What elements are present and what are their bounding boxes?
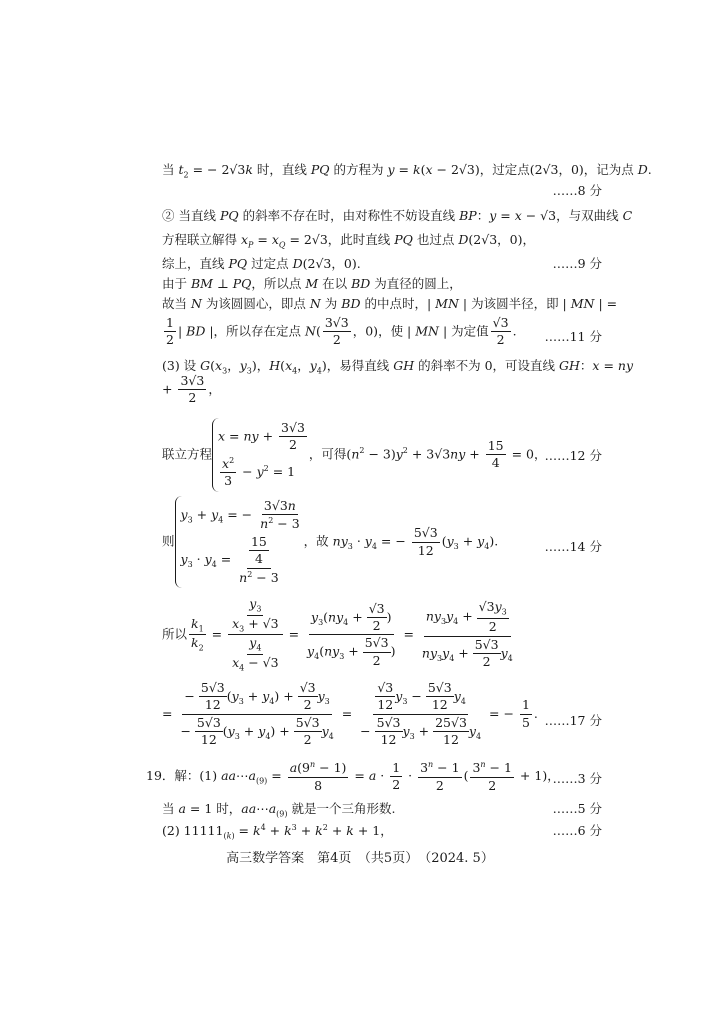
score-8: ……8 分 [552, 183, 602, 198]
score-12: ……12 分 [544, 448, 602, 463]
line-3: ② 当直线 PQ 的斜率不存在时，由对称性不妨设直线 BP：y = x − √3，与双曲线 C [162, 208, 633, 223]
line-7: 故当 N 为该圆圆心，即点 N 为 BD 的中点时，| MN | 为该圆半径，即 | MN | = [162, 296, 618, 311]
line-5: 综上，直线 PQ 过定点 D(2√3，0). [162, 256, 361, 271]
score-5: ……5 分 [552, 801, 602, 816]
line-15-problem-19: 19．解：(1) $aa\cdots a_{(9)}$ = $\frac{a(9^n - 1)}{8}$ = a · $\frac{1}{2}$ · $\frac{3^n - 1}{2}$ ( $\frac{3^n - 1}{2}$ + 1)， [146, 759, 560, 793]
line-1: 当 $t_2$ = − 2√3k 时，直线 PQ 的方程为 y = k(x − 2√3)，过定点(2√3，0)，记为点 D. [162, 162, 652, 180]
line-13-ratio: 所以 $\frac{k_1}{k_2}$ = $\frac{\frac{y_3}{x_3 + √3}}{\frac{y_4}{x_4 - √3}}$ = $y_3(ny_4$ + $\frac{√3}{2}$ ) $y_4(ny_3$ + $\frac{5√3}{2}$ ) = $ny_3y_4$ + $\frac{√3y_3}{2}$ $ny_3y_4$ + $\frac{5√3}{2}$ $y_4$ [162, 596, 513, 673]
line-8: $\frac{1}{2}$ | BD |，所以存在定点 N( $\frac{3√3}{2}$ ，0)，使 | MN | 为定值 $\frac{√3}{2}$ . [166, 315, 517, 348]
ratio-lead: 所以 [162, 626, 188, 642]
score-11: ……11 分 [544, 329, 602, 344]
system-lead-2: 则 [162, 533, 175, 549]
line-16: 当 a = 1 时，$aa\cdots a_{(9)}$ 就是一个三角形数. [162, 801, 396, 819]
system-lead-1: 联立方程 [162, 446, 213, 462]
page-footer: 高三数学答案 第4页 （共5页） （2024. 5） [226, 851, 494, 866]
score-3: ……3 分 [552, 771, 602, 786]
line-6: 由于 BM ⊥ PQ，所以点 M 在以 BD 为直径的圆上， [162, 276, 462, 291]
line-17: (2) $11111_{(k)} = k^4 + k^3 + k^2 + k + 1$， [162, 822, 393, 841]
score-17: ……17 分 [544, 713, 602, 728]
line-9: (3) 设 $G(x_3$，$y_3$)，$H(x_4$，$y_4$)，易得直线 GH 的斜率不为 0，可设直线 GH：x = ny [162, 358, 634, 376]
line-14-ratio: = − $\frac{5√3}{12}$ $(y_3 + y_4)$ + $\frac{√3}{2}$ $y_3$ − $\frac{5√3}{12}$ $(y_3 + y_4)$ + $\frac{5√3}{2}$ $y_4$ = $\frac{√3}{12}$ $y_3$ − $\frac{5√3}{12}$ $y_4$ − $\frac{5√3}{12}$ $y_3$ + $\frac{25√3}{12}$ $y_4$ = − $\frac{1}{5}$ . [162, 680, 538, 748]
score-9: ……9 分 [552, 256, 602, 271]
line-11-system: 联立方程 x = ny + $\frac{3√3}{2}$ $\frac{x^2}{3}$ − $y^2 = 1$ ，可得$(n^2 - 3)y^2 + 3√3ny$ + $\frac{15}{4}$ = 0， [162, 418, 602, 492]
score-14: ……14 分 [544, 539, 602, 554]
line-12-system: 则 $y_3 + y_4$ = − $\frac{3√3n}{n^2 - 3}$ $y_3 \cdot y_4$ = $\frac{\frac{15}{4}}{n^2 - 3}$ ，故 $ny_3 \cdot y_4$ = − $\frac{5√3}{12}$ $(y_3 + y_4)$. [162, 496, 602, 588]
line-4: 方程联立解得 $x_P = x_Q = 2√3$，此时直线 PQ 也过点 D(2√3，0)， [162, 232, 535, 250]
score-6: ……6 分 [552, 823, 602, 838]
line-10: + $\frac{3√3}{2}$ ， [162, 373, 221, 406]
